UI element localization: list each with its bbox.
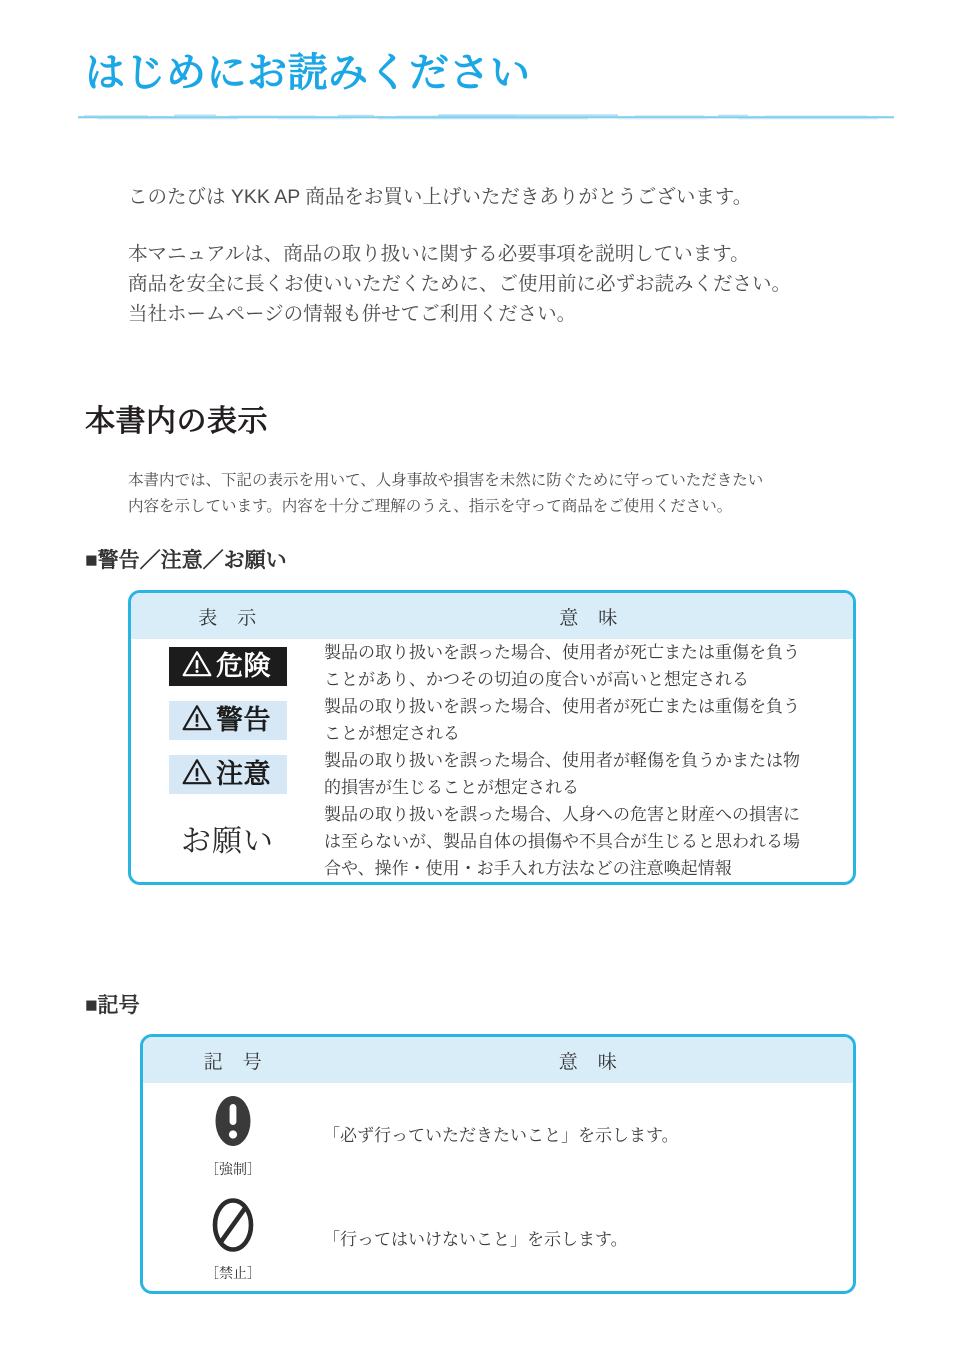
table-header-row (131, 593, 853, 639)
symbol-cell-mandatory (143, 1083, 323, 1187)
warning-table (128, 590, 856, 885)
symbol-caption: ［禁止］ (205, 1264, 261, 1281)
intro-line: 本マニュアルは、商品の取り扱いに関する必要事項を説明しています。 (128, 243, 750, 265)
meaning-cell (324, 801, 853, 882)
subheading-symbols: ■記号 (85, 994, 140, 1017)
title-brush-rule (78, 112, 894, 122)
table-row (131, 693, 853, 747)
intro-text (128, 182, 888, 329)
meaning-cell (323, 1083, 853, 1187)
subheading-warning-caution-request: ■警告／注意／お願い (85, 549, 287, 572)
badge-label: 危険 (216, 650, 271, 681)
badge-cell-danger (131, 639, 324, 693)
meaning-line: ことがあり、かつその切迫の度合いが高いと想定される (324, 670, 749, 689)
section-heading-display: 本書内の表示 (85, 405, 268, 438)
warning-triangle-icon (182, 650, 212, 682)
badge-cell-warning (131, 693, 324, 747)
meaning-line: 「行ってはいけないこと」を示します。 (323, 1229, 628, 1249)
meaning-line: 製品の取り扱いを誤った場合、使用者が死亡または重傷を負う (324, 643, 800, 662)
column-header-display: 表 示 (131, 593, 324, 639)
badge-label: 注意 (216, 758, 271, 789)
meaning-line: ことが想定される (324, 724, 460, 743)
prohibition-icon (209, 1197, 257, 1258)
intro-paragraph-2 (128, 239, 888, 329)
section-note-display (128, 468, 898, 520)
table-header-row (143, 1037, 853, 1083)
meaning-line: は至らないが、製品自体の損傷や不具合が生じると思われる場 (324, 832, 800, 851)
column-header-meaning: 意 味 (323, 1037, 853, 1083)
table-row (143, 1083, 853, 1187)
meaning-cell (323, 1187, 853, 1291)
intro-line: 商品を安全に長くお使いいただくために、ご使用前に必ずお読みください。 (128, 273, 792, 295)
table-row (131, 639, 853, 693)
meaning-line: 合や、操作・使用・お手入れ方法などの注意喚起情報 (324, 859, 732, 878)
table-row (131, 801, 853, 882)
note-line: 内容を示しています。内容を十分ご理解のうえ、指示を守って商品をご使用ください。 (128, 498, 733, 515)
badge-label: 警告 (216, 704, 271, 735)
prohibition-symbol-group (143, 1197, 323, 1282)
meaning-line: 製品の取り扱いを誤った場合、使用者が軽傷を負うかまたは物 (324, 751, 800, 770)
intro-line: このたびは YKK AP 商品をお買い上げいただきありがとうございます。 (128, 186, 753, 208)
meaning-line: 的損害が生じることが想定される (324, 778, 579, 797)
mandatory-symbol-group (143, 1093, 323, 1178)
page-header (0, 48, 960, 122)
warning-triangle-icon (182, 704, 212, 736)
request-label: お願い (181, 824, 274, 858)
symbol-cell-prohibition (143, 1187, 323, 1291)
mandatory-exclamation-icon (211, 1093, 255, 1154)
meaning-line: 「必ず行っていただきたいこと」を示します。 (323, 1125, 679, 1145)
column-header-symbol: 記 号 (143, 1037, 323, 1083)
badge-cell-request (131, 801, 324, 882)
column-header-meaning: 意 味 (324, 593, 853, 639)
paragraph-gap (128, 212, 888, 239)
table-row (143, 1187, 853, 1291)
note-line: 本書内では、下記の表示を用いて、人身事故や損害を未然に防ぐために守っていただきたい (128, 472, 764, 489)
meaning-cell (324, 639, 853, 693)
warning-triangle-icon (182, 758, 212, 790)
caution-badge (169, 755, 287, 794)
symbol-table (140, 1034, 856, 1294)
intro-line: 当社ホームページの情報も併せてご利用ください。 (128, 303, 577, 325)
meaning-cell (324, 693, 853, 747)
badge-cell-caution (131, 747, 324, 801)
page-title: はじめにお読みください (85, 51, 531, 95)
meaning-line: 製品の取り扱いを誤った場合、使用者が死亡または重傷を負う (324, 697, 800, 716)
table-row (131, 747, 853, 801)
symbol-caption: ［強制］ (205, 1160, 261, 1177)
warning-badge (169, 701, 287, 740)
meaning-cell (324, 747, 853, 801)
meaning-line: 製品の取り扱いを誤った場合、人身への危害と財産への損害に (324, 805, 800, 824)
intro-paragraph-1 (128, 182, 888, 212)
danger-badge (169, 647, 287, 686)
